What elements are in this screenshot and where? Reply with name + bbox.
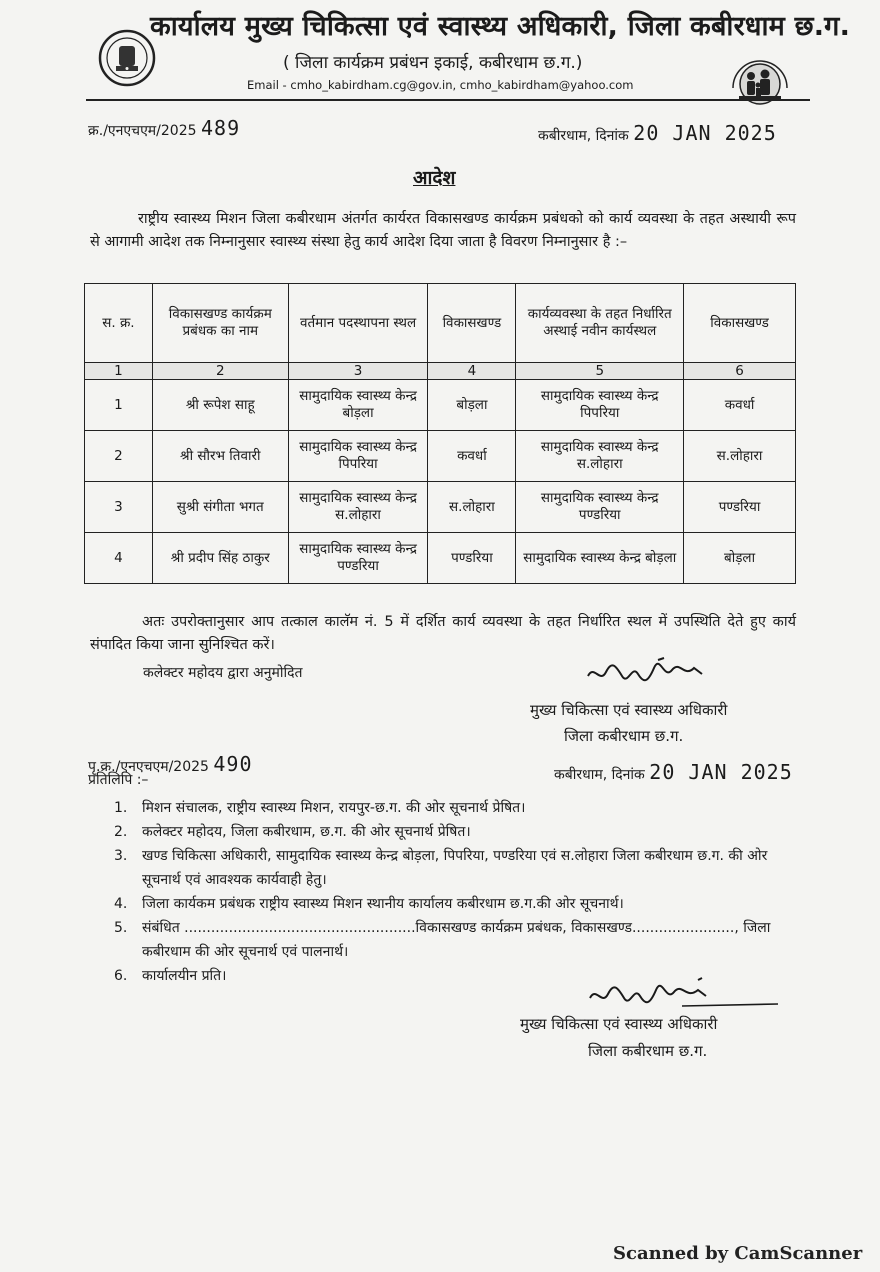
list-item <box>114 844 804 892</box>
cell-current-posting: सामुदायिक स्वास्थ्य केन्द्र स.लोहारा <box>288 482 428 533</box>
cell-new-workplace: सामुदायिक स्वास्थ्य केन्द्र पण्डरिया <box>516 482 684 533</box>
signature-mark <box>586 976 782 1010</box>
cell-new-workplace: सामुदायिक स्वास्थ्य केन्द्र स.लोहारा <box>516 431 684 482</box>
office-title: कार्यालय मुख्य चिकित्सा एवं स्वास्थ्य अधिकारी, जिला कबीरधाम छ.ग. <box>150 11 851 42</box>
list-item <box>114 796 804 820</box>
order-title: आदेश <box>413 167 456 189</box>
cell-block: बोड़ला <box>428 380 516 431</box>
list-item-text: संबंधित ....................................................विकासखण्ड कार्यक्रम प्रबंधक, विकासखण्ड......................., जिला कबीरधाम की ओर सूचनार्थ एवं पालनार्थ। <box>142 920 771 960</box>
list-item-text: मिशन संचालक, राष्ट्रीय स्वास्थ्य मिशन, रायपुर-छ.ग. की ओर सूचनार्थ प्रेषित। <box>142 800 526 816</box>
list-item <box>114 892 804 916</box>
signatory-designation: मुख्य चिकित्सा एवं स्वास्थ्य अधिकारी <box>520 1015 718 1033</box>
list-item-number: 6. <box>114 968 128 984</box>
list-item-number: 2. <box>114 824 128 840</box>
list-item-number: 5. <box>114 920 128 936</box>
cell-new-workplace: सामुदायिक स्वास्थ्य केन्द्र बोड़ला <box>516 533 684 584</box>
header-serial: स. क्र. <box>85 284 153 363</box>
order-date <box>538 121 777 145</box>
list-item-number: 3. <box>114 848 128 864</box>
cell-serial: 1 <box>85 380 153 431</box>
cell-serial: 4 <box>85 533 153 584</box>
table-row <box>85 380 796 431</box>
reference-prefix: क्र./एनएचएम/2025 <box>88 123 197 139</box>
endorsement-date-stamp: 20 JAN 2025 <box>649 760 793 784</box>
table-header-row <box>85 284 796 363</box>
order-date-stamp: 20 JAN 2025 <box>633 121 777 145</box>
cell-new-block: कवर्धा <box>684 380 796 431</box>
cell-serial: 2 <box>85 431 153 482</box>
list-item-number: 4. <box>114 896 128 912</box>
table-row <box>85 533 796 584</box>
signatory-district: जिला कबीरधाम छ.ग. <box>588 1042 708 1060</box>
list-item-text: जिला कार्यकम प्रबंधक राष्ट्रीय स्वास्थ्य मिशन स्थानीय कार्यालय कबीरधाम छ.ग.की ओर सूचनार्थ। <box>142 896 624 912</box>
table-row <box>85 482 796 533</box>
cell-current-posting: सामुदायिक स्वास्थ्य केन्द्र पिपरिया <box>288 431 428 482</box>
column-number-row <box>85 363 796 380</box>
cell-name: सुश्री संगीता भगत <box>152 482 288 533</box>
list-item-text: कार्यालयीन प्रति। <box>142 968 227 984</box>
office-email: Email - cmho_kabirdham.cg@gov.in, cmho_kabirdham@yahoo.com <box>247 78 634 92</box>
header-current-posting: वर्तमान पदस्थापना स्थल <box>288 284 428 363</box>
transfer-table <box>84 283 796 584</box>
scanner-watermark: Scanned by CamScanner <box>613 1243 863 1264</box>
order-date-label: कबीरधाम, दिनांक <box>538 128 629 144</box>
reference-handwritten-number: 489 <box>200 116 241 140</box>
signatory-designation: मुख्य चिकित्सा एवं स्वास्थ्य अधिकारी <box>530 701 728 719</box>
column-number: 2 <box>152 363 288 380</box>
endorsement-date <box>554 760 793 784</box>
intro-paragraph: राष्ट्रीय स्वास्थ्य मिशन जिला कबीरधाम अंतर्गत कार्यरत विकासखण्ड कार्यक्रम प्रबंधको को कार्य व्यवस्था के तहत अस्थायी रूप से आगामी आदेश तक निम्नानुसार स्वास्थ्य संस्था हेतु कार्य आदेश दिया जाता है विवरण निम्नानुसार है :– <box>90 211 796 250</box>
list-item-text: खण्ड चिकित्सा अधिकारी, सामुदायिक स्वास्थ्य केन्द्र बोड़ला, पिपरिया, पण्डरिया एवं स.लोहारा जिला कबीरधाम छ.ग. की ओर सूचनार्थ एवं आवश्यक कार्यवाही हेतु। <box>142 848 768 888</box>
list-item <box>114 820 804 844</box>
header-divider <box>86 99 810 101</box>
closing-paragraph: अतः उपरोक्तानुसार आप तत्काल कालॅम नं. 5 में दर्शित कार्य व्यवस्था के तहत निर्धारित स्थल में उपस्थिति देते हुए कार्य संपादित किया जाना सुनिश्चित करें। <box>90 614 796 653</box>
table-row <box>85 431 796 482</box>
header-new-workplace: कार्यव्यवस्था के तहत निर्धारित अस्थाई नवीन कार्यस्थल <box>516 284 684 363</box>
signature-mark <box>584 656 714 688</box>
cell-block: स.लोहारा <box>428 482 516 533</box>
column-number: 4 <box>428 363 516 380</box>
cell-block: कवर्धा <box>428 431 516 482</box>
copy-to-list <box>114 796 804 988</box>
signatory-district: जिला कबीरधाम छ.ग. <box>564 727 684 745</box>
cell-name: श्री रूपेश साहू <box>152 380 288 431</box>
column-number: 5 <box>516 363 684 380</box>
cell-current-posting: सामुदायिक स्वास्थ्य केन्द्र बोड़ला <box>288 380 428 431</box>
column-number: 1 <box>85 363 153 380</box>
column-number: 3 <box>288 363 428 380</box>
copy-to-label: प्रतिलिपि :– <box>88 772 149 788</box>
government-emblem-icon <box>98 28 156 88</box>
cell-new-block: पण्डरिया <box>684 482 796 533</box>
list-item-text: कलेक्टर महोदय, जिला कबीरधाम, छ.ग. की ओर सूचनार्थ प्रेषित। <box>142 824 471 840</box>
header-new-block: विकासखण्ड <box>684 284 796 363</box>
cell-serial: 3 <box>85 482 153 533</box>
endorsement-date-label: कबीरधाम, दिनांक <box>554 767 645 783</box>
column-number: 6 <box>684 363 796 380</box>
endorsement-handwritten-number: 490 <box>213 752 253 776</box>
reference-number <box>88 116 240 140</box>
cell-new-block: स.लोहारा <box>684 431 796 482</box>
approval-note: कलेक्टर महोदय द्वारा अनुमोदित <box>143 665 303 681</box>
header-manager-name: विकासखण्ड कार्यक्रम प्रबंधक का नाम <box>152 284 288 363</box>
cell-new-workplace: सामुदायिक स्वास्थ्य केन्द्र पिपरिया <box>516 380 684 431</box>
header-block: विकासखण्ड <box>428 284 516 363</box>
list-item-number: 1. <box>114 800 128 816</box>
cell-name: श्री सौरभ तिवारी <box>152 431 288 482</box>
cell-block: पण्डरिया <box>428 533 516 584</box>
endorsement-prefix: पृ.क्र./एनएचएम/2025 <box>88 759 209 775</box>
cell-name: श्री प्रदीप सिंह ठाकुर <box>152 533 288 584</box>
cell-current-posting: सामुदायिक स्वास्थ्य केन्द्र पण्डरिया <box>288 533 428 584</box>
office-subtitle: ( जिला कार्यक्रम प्रबंधन इकाई, कबीरधाम छ.ग.) <box>283 53 583 73</box>
cell-new-block: बोड़ला <box>684 533 796 584</box>
list-item <box>114 916 804 964</box>
